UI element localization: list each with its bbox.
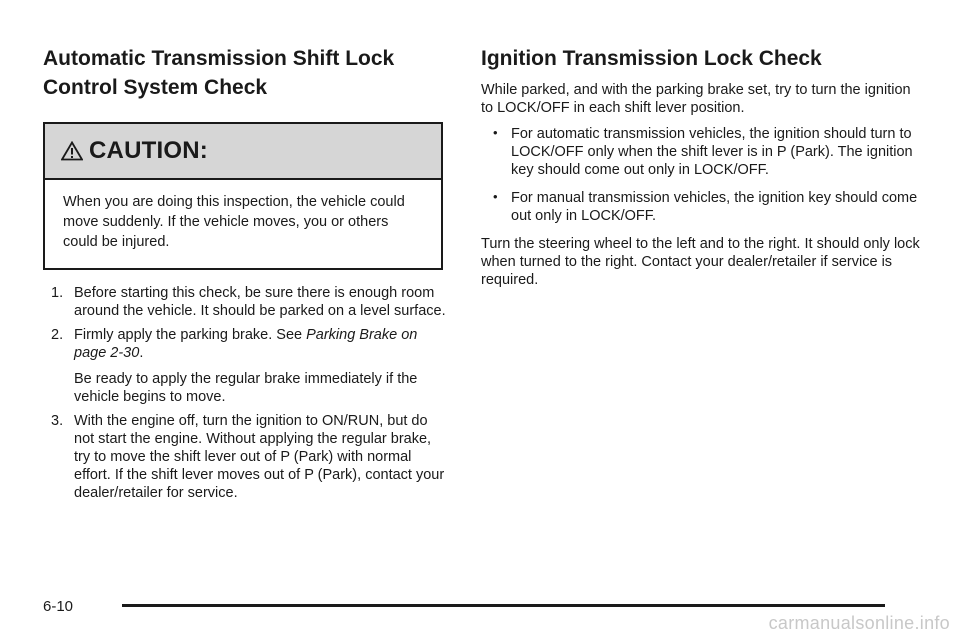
warning-triangle-icon	[61, 141, 83, 161]
step-number: 1.	[51, 285, 64, 301]
bullet-list	[481, 125, 921, 225]
steps-list	[43, 284, 447, 502]
parking-brake-link[interactable]: Parking Brake on page 2-30	[74, 327, 418, 361]
list-item	[481, 189, 921, 225]
step-punctuation: .	[139, 345, 144, 361]
left-column	[43, 44, 447, 508]
intro-paragraph: While parked, and with the parking brake set, try to turn the ignition to LOCK/OFF in each shift lever position.	[481, 82, 911, 116]
step-text: Firmly apply the parking brake. See	[74, 327, 307, 343]
right-column	[481, 44, 921, 289]
bullet-icon: •	[493, 189, 498, 204]
bullet-icon: •	[493, 125, 498, 140]
step-text: Before starting this check, be sure there is enough room around the vehicle. It should be parked on a level surface.	[74, 285, 446, 319]
caution-text: When you are doing this inspection, the vehicle could move suddenly. If the vehicle moves, you or others could be injured.	[63, 194, 405, 250]
page-number: 6-10	[43, 598, 74, 615]
footer-divider	[122, 604, 885, 607]
step-number: 2.	[51, 327, 64, 343]
caution-title: CAUTION:	[89, 137, 208, 164]
step-number: 3.	[51, 413, 64, 429]
outro-paragraph: Turn the steering wheel to the left and to the right. It should only lock when turned to the right. Contact your dealer/retailer if service is required.	[481, 236, 920, 288]
bullet-text: For automatic transmission vehicles, the ignition should turn to LOCK/OFF only when the shift lever is in P (Park). The ignition key should come out only in LOCK/OFF.	[511, 126, 913, 178]
watermark: carmanualsonline.info	[768, 613, 950, 633]
step-text: With the engine off, turn the ignition to ON/RUN, but do not start the engine. Without applying the regular brake, try to move the shift lever out of P (Park) with normal effort. If the shift lever moves out of P (Park), contact your dealer/retailer for service.	[74, 413, 445, 501]
bullet-text: For manual transmission vehicles, the ignition key should come out only in LOCK/OFF.	[511, 190, 918, 224]
list-item	[481, 125, 921, 179]
list-item	[43, 412, 447, 502]
section-heading-shift-lock: Automatic Transmission Shift Lock Control System Check	[43, 47, 395, 99]
caution-box	[43, 122, 443, 270]
section-heading-ignition-lock: Ignition Transmission Lock Check	[481, 47, 822, 70]
list-item	[43, 326, 447, 406]
step-extra-text: Be ready to apply the regular brake immediately if the vehicle begins to move.	[74, 371, 418, 405]
list-item	[43, 284, 447, 320]
caution-header	[45, 124, 441, 180]
